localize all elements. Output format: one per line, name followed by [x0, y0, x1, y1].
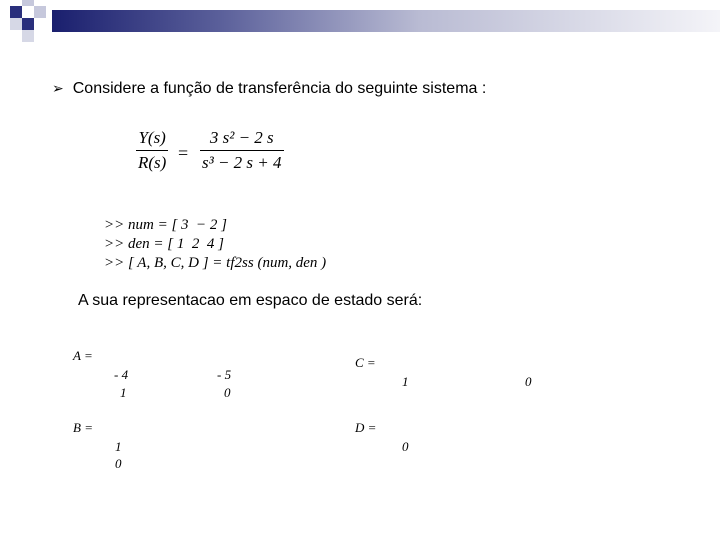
- rhs-denominator: s³ − 2 s + 4: [202, 153, 282, 172]
- deco-square: [22, 0, 34, 6]
- equals-sign: =: [178, 143, 189, 163]
- lhs-denominator: R(s): [138, 153, 167, 172]
- deco-square: [22, 30, 34, 42]
- lhs-numerator: Y(s): [138, 128, 166, 147]
- deco-square: [34, 6, 46, 18]
- title-gradient-bar: [52, 10, 720, 32]
- matrix-a-value: - 5: [217, 367, 232, 382]
- rhs-numerator: 3 s² − 2 s: [209, 128, 274, 147]
- matrix-b-value: 0: [115, 456, 122, 471]
- matrix-d-label: D =: [355, 420, 377, 435]
- matrix-b-value: 1: [115, 439, 122, 454]
- matrix-c-value: 1: [402, 374, 409, 389]
- answer-title: A sua representacao em espaco de estado será:: [78, 292, 423, 309]
- matrix-c-value: 0: [525, 374, 532, 389]
- deco-square: [22, 18, 34, 30]
- matrix-a-value: - 4: [114, 367, 129, 382]
- matrix-c-label: C =: [355, 355, 376, 370]
- deco-square: [10, 18, 22, 30]
- matlab-line: >> den = [ 1 2 4 ]: [104, 236, 224, 252]
- matlab-commands: [104, 216, 326, 273]
- matrix-d-value: 0: [402, 439, 409, 454]
- matrix-a-value: 0: [224, 385, 231, 400]
- deco-square: [10, 6, 22, 18]
- matrix-a-label: A =: [73, 348, 93, 363]
- arrow-bullet-icon: ➢: [52, 81, 64, 97]
- matlab-line: >> num = [ 3 − 2 ]: [104, 217, 227, 233]
- rhs-fraction: [200, 128, 284, 173]
- matrix-a-value: 1: [120, 385, 127, 400]
- fraction-bar: [136, 150, 168, 151]
- matrix-b-label: B =: [73, 420, 93, 435]
- fraction-bar: [200, 150, 284, 151]
- question-text: Considere a função de transferência do seguinte sistema :: [72, 80, 487, 97]
- question-bullet: [52, 80, 486, 98]
- lhs-fraction: [136, 128, 168, 173]
- header-decoration: [0, 0, 720, 48]
- matlab-line: >> [ A, B, C, D ] = tf2ss (num, den ): [104, 255, 327, 271]
